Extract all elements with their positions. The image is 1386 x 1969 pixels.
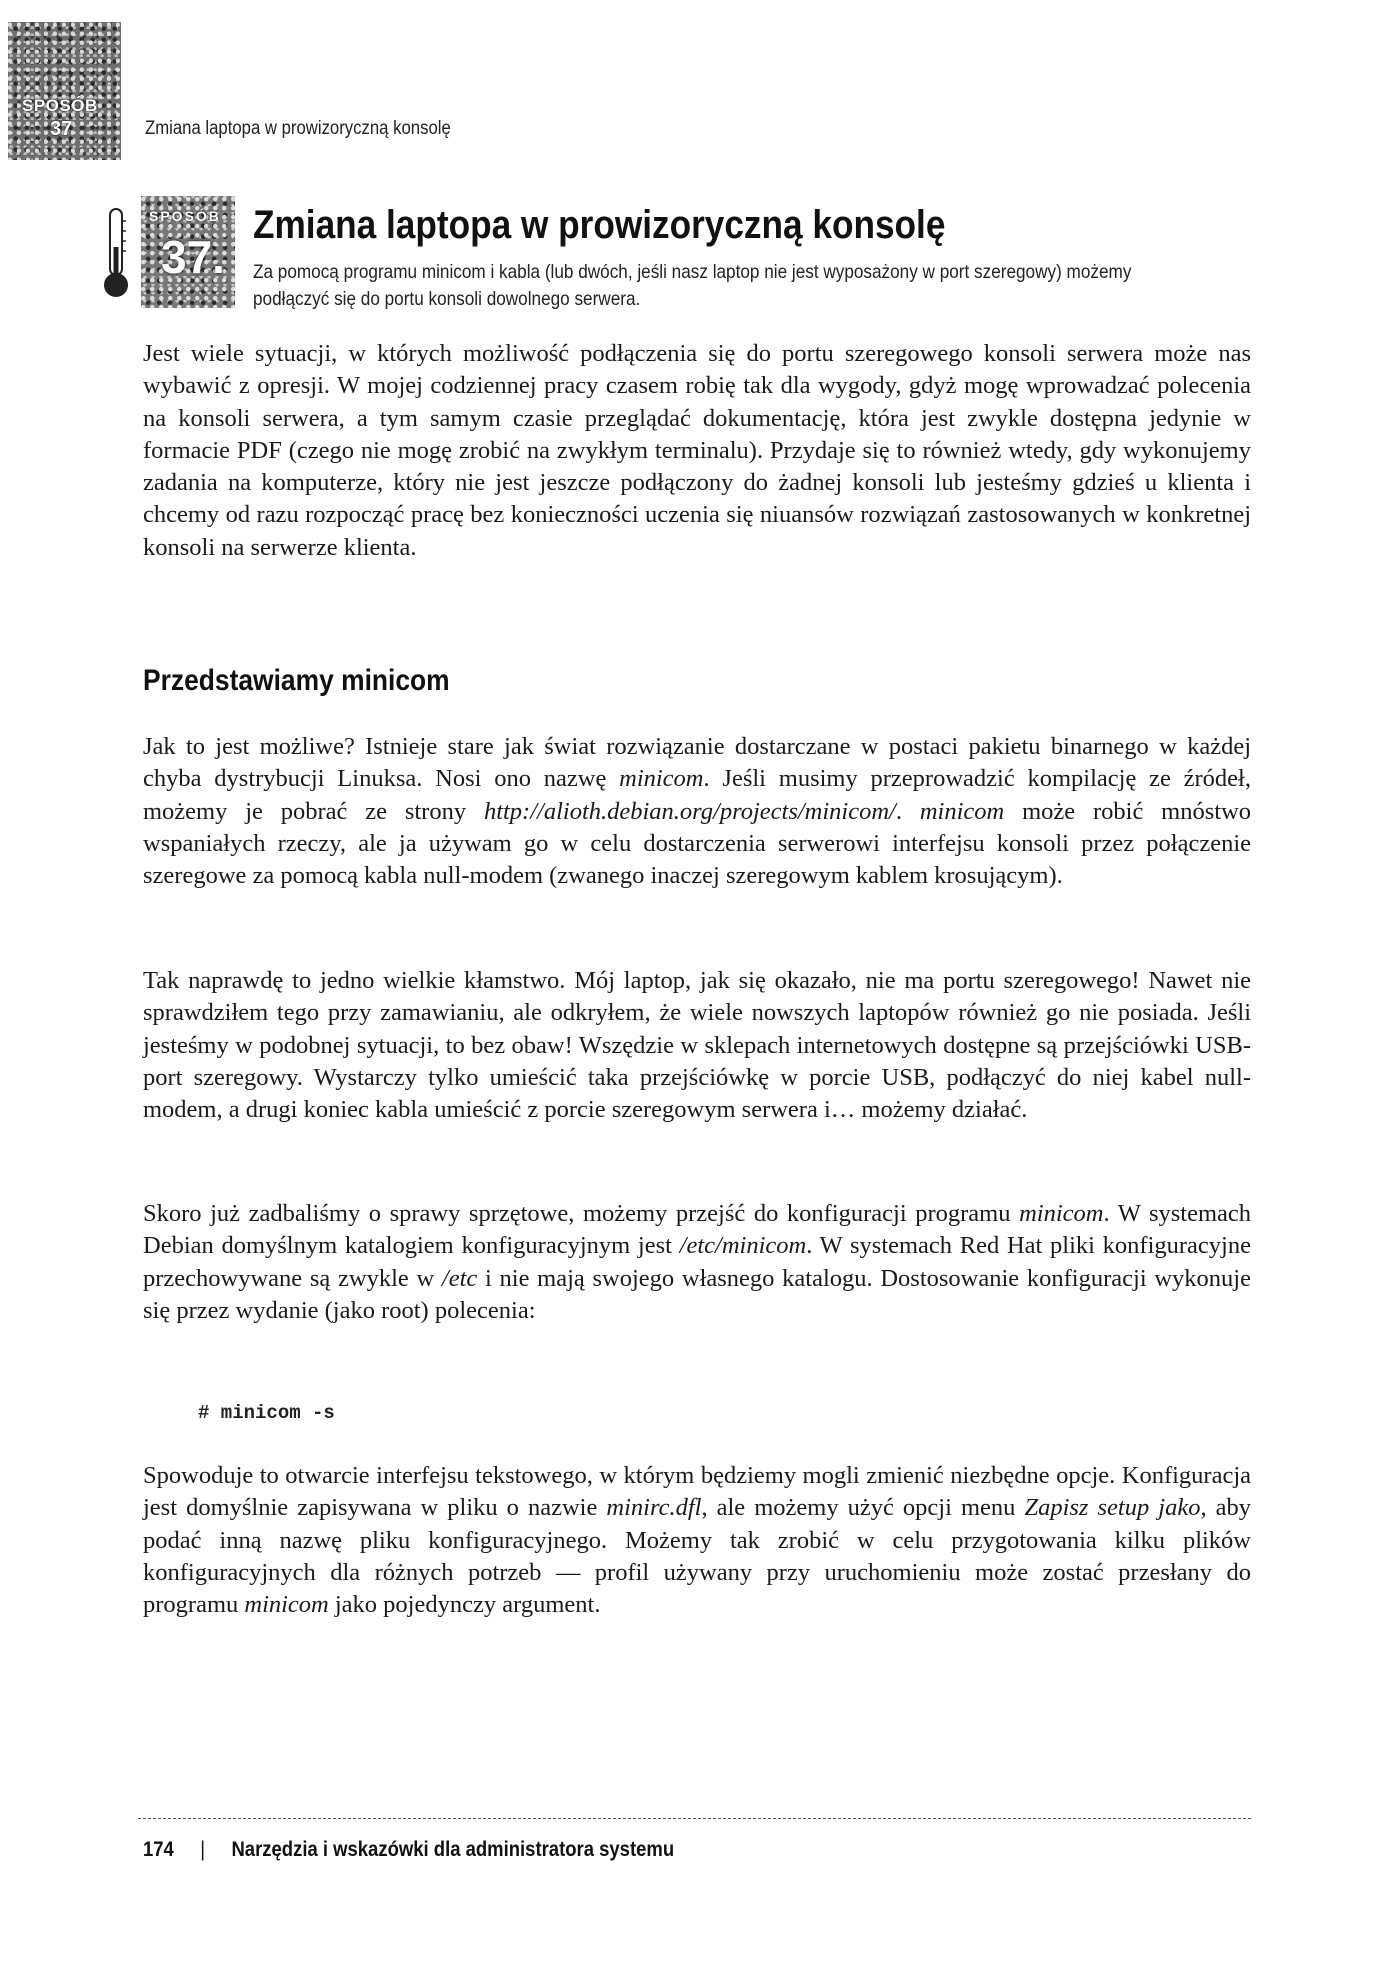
footer-divider	[138, 1818, 1251, 1819]
config-filename: minirc.dfl	[606, 1494, 702, 1522]
text-run: . Jeśli musimy przeprowadzić kompilację ze źródeł, możemy je pobrać ze strony	[143, 765, 1251, 825]
hack-title: Zmiana laptopa w prowizoryczną konsolę	[253, 203, 946, 247]
program-name: minicom	[919, 797, 1005, 825]
paragraph-usb-adapter-text: Tak naprawdę to jedno wielkie kłamstwo. Mój laptop, jak się okazało, nie ma portu szeregowego! Nawet nie sprawdziłem tego przy zamawianiu, ale odkryłem, że wiele nowszych laptopów również go nie posiada. Jeśli jesteśmy w podobnej sytuacji, to bez obaw! Wszędzie w sklepach internetowych dostępne są przejściówki USB-port szeregowy. Wystarczy tylko umieścić taka przejściówkę w porcie USB, podłączyć do niej kabel null-modem, a drugi koniec kabla umieścić z porcie szeregowym serwera i… możemy działać.	[143, 967, 1251, 1124]
text-run: i nie mają swojego własnego katalogu. Dostosowanie konfiguracji wykonuje się przez wydanie (jako root) polecenia:	[143, 1264, 1251, 1324]
text-run: . W systemach Debian domyślnym katalogiem konfiguracyjnym jest	[143, 1200, 1252, 1260]
menu-option: Zapisz setup jako	[1024, 1494, 1201, 1522]
download-url: http://alioth.debian.org/projects/minicom/	[483, 797, 896, 825]
hack-badge-word: SPOSÓB	[149, 208, 221, 224]
program-name: minicom	[619, 765, 704, 793]
paragraph-config-files	[143, 1460, 1251, 1621]
running-header-badge	[8, 22, 121, 160]
page-number: 174	[143, 1838, 174, 1861]
hack-description: Za pomocą programu minicom i kabla (lub dwóch, jeśli nasz laptop nie jest wyposażony w port szeregowy) możemy podłączyć się do portu konsoli dowolnego serwera.	[253, 261, 1132, 310]
text-run: , ale możemy użyć opcji menu	[701, 1494, 1025, 1522]
config-path: /etc/minicom	[679, 1232, 807, 1260]
text-run: , aby podać inną nazwę pliku konfiguracyjnego. Możemy tak zrobić w celu przygotowania kilku plików konfiguracyjnych dla różnych potrzeb — profil używany przy uruchomieniu może zostać przesłany do programu	[143, 1494, 1251, 1619]
running-header-badge-word: SPOSÓB	[22, 96, 98, 115]
book-title: Narzędzia i wskazówki dla administratora systemu	[231, 1838, 675, 1861]
section-heading: Przedstawiamy minicom	[143, 664, 450, 697]
text-run: jako pojedynczy argument.	[328, 1591, 601, 1619]
paragraph-configuration	[143, 1198, 1251, 1327]
program-name: minicom	[1019, 1200, 1104, 1227]
footer-separator: |	[200, 1838, 206, 1861]
running-header-title: Zmiana laptopa w prowizoryczną konsolę	[145, 118, 451, 139]
code-command: # minicom -s	[198, 1402, 335, 1424]
config-path: /etc	[441, 1264, 478, 1292]
paragraph-minicom-intro	[143, 731, 1251, 892]
hack-badge	[141, 196, 235, 308]
text-run: Spowoduje to otwarcie interfejsu tekstowego, w którym będziemy mogli zmienić niezbędne opcje. Konfiguracja jest domyślnie zapisywana w pliku o nazwie	[143, 1462, 1251, 1522]
text-run: .	[895, 797, 920, 825]
program-name: minicom	[244, 1591, 329, 1619]
paragraph-intro	[143, 338, 1251, 564]
paragraph-intro-text: Jest wiele sytuacji, w których możliwość podłączenia się do portu szeregowego konsoli serwera może nas wybawić z opresji. W mojej codziennej pracy czasem robię tak dla wygody, gdyż mogę wprowadzać polecenia na konsoli serwera, a tym samym czasie przeglądać dokumentację, która jest zwykle dostępna jedynie w formacie PDF (czego nie mogę zrobić na zwykłym terminalu). Przydaje się to również wtedy, gdy wykonujemy zadania na komputerze, który nie jest jeszcze podłączony do żadnej konsoli lub jesteśmy gdzieś u klienta i chcemy od razu rozpocząć pracę bez konieczności uczenia się niuansów rozwiązań zastosowanych w konkretnej konsoli na serwerze klienta.	[143, 340, 1251, 561]
text-run: może robić mnóstwo wspaniałych rzeczy, ale ja używam go w celu dostarczenia serwerowi interfejsu konsoli przez połączenie szeregowe za pomocą kabla null-modem (zwanego inaczej szeregowym kablem krosującym).	[143, 797, 1252, 890]
hack-badge-number: 37.	[161, 231, 225, 283]
thermometer-icon	[103, 207, 129, 299]
page-footer	[143, 1838, 674, 1862]
text-run: . W systemach Red Hat pliki konfiguracyjne przechowywane są zwykle w	[143, 1232, 1251, 1292]
text-run: Skoro już zadbaliśmy o sprawy sprzętowe, możemy przejść do konfiguracji programu	[143, 1200, 1020, 1227]
paragraph-usb-adapter	[143, 965, 1251, 1126]
text-run: Jak to jest możliwe? Istnieje stare jak świat rozwiązanie dostarczane w postaci pakietu binarnego w każdej chyba dystrybucji Linuksa. Nosi ono nazwę	[143, 733, 1251, 793]
running-header-badge-number: 37	[50, 118, 73, 140]
